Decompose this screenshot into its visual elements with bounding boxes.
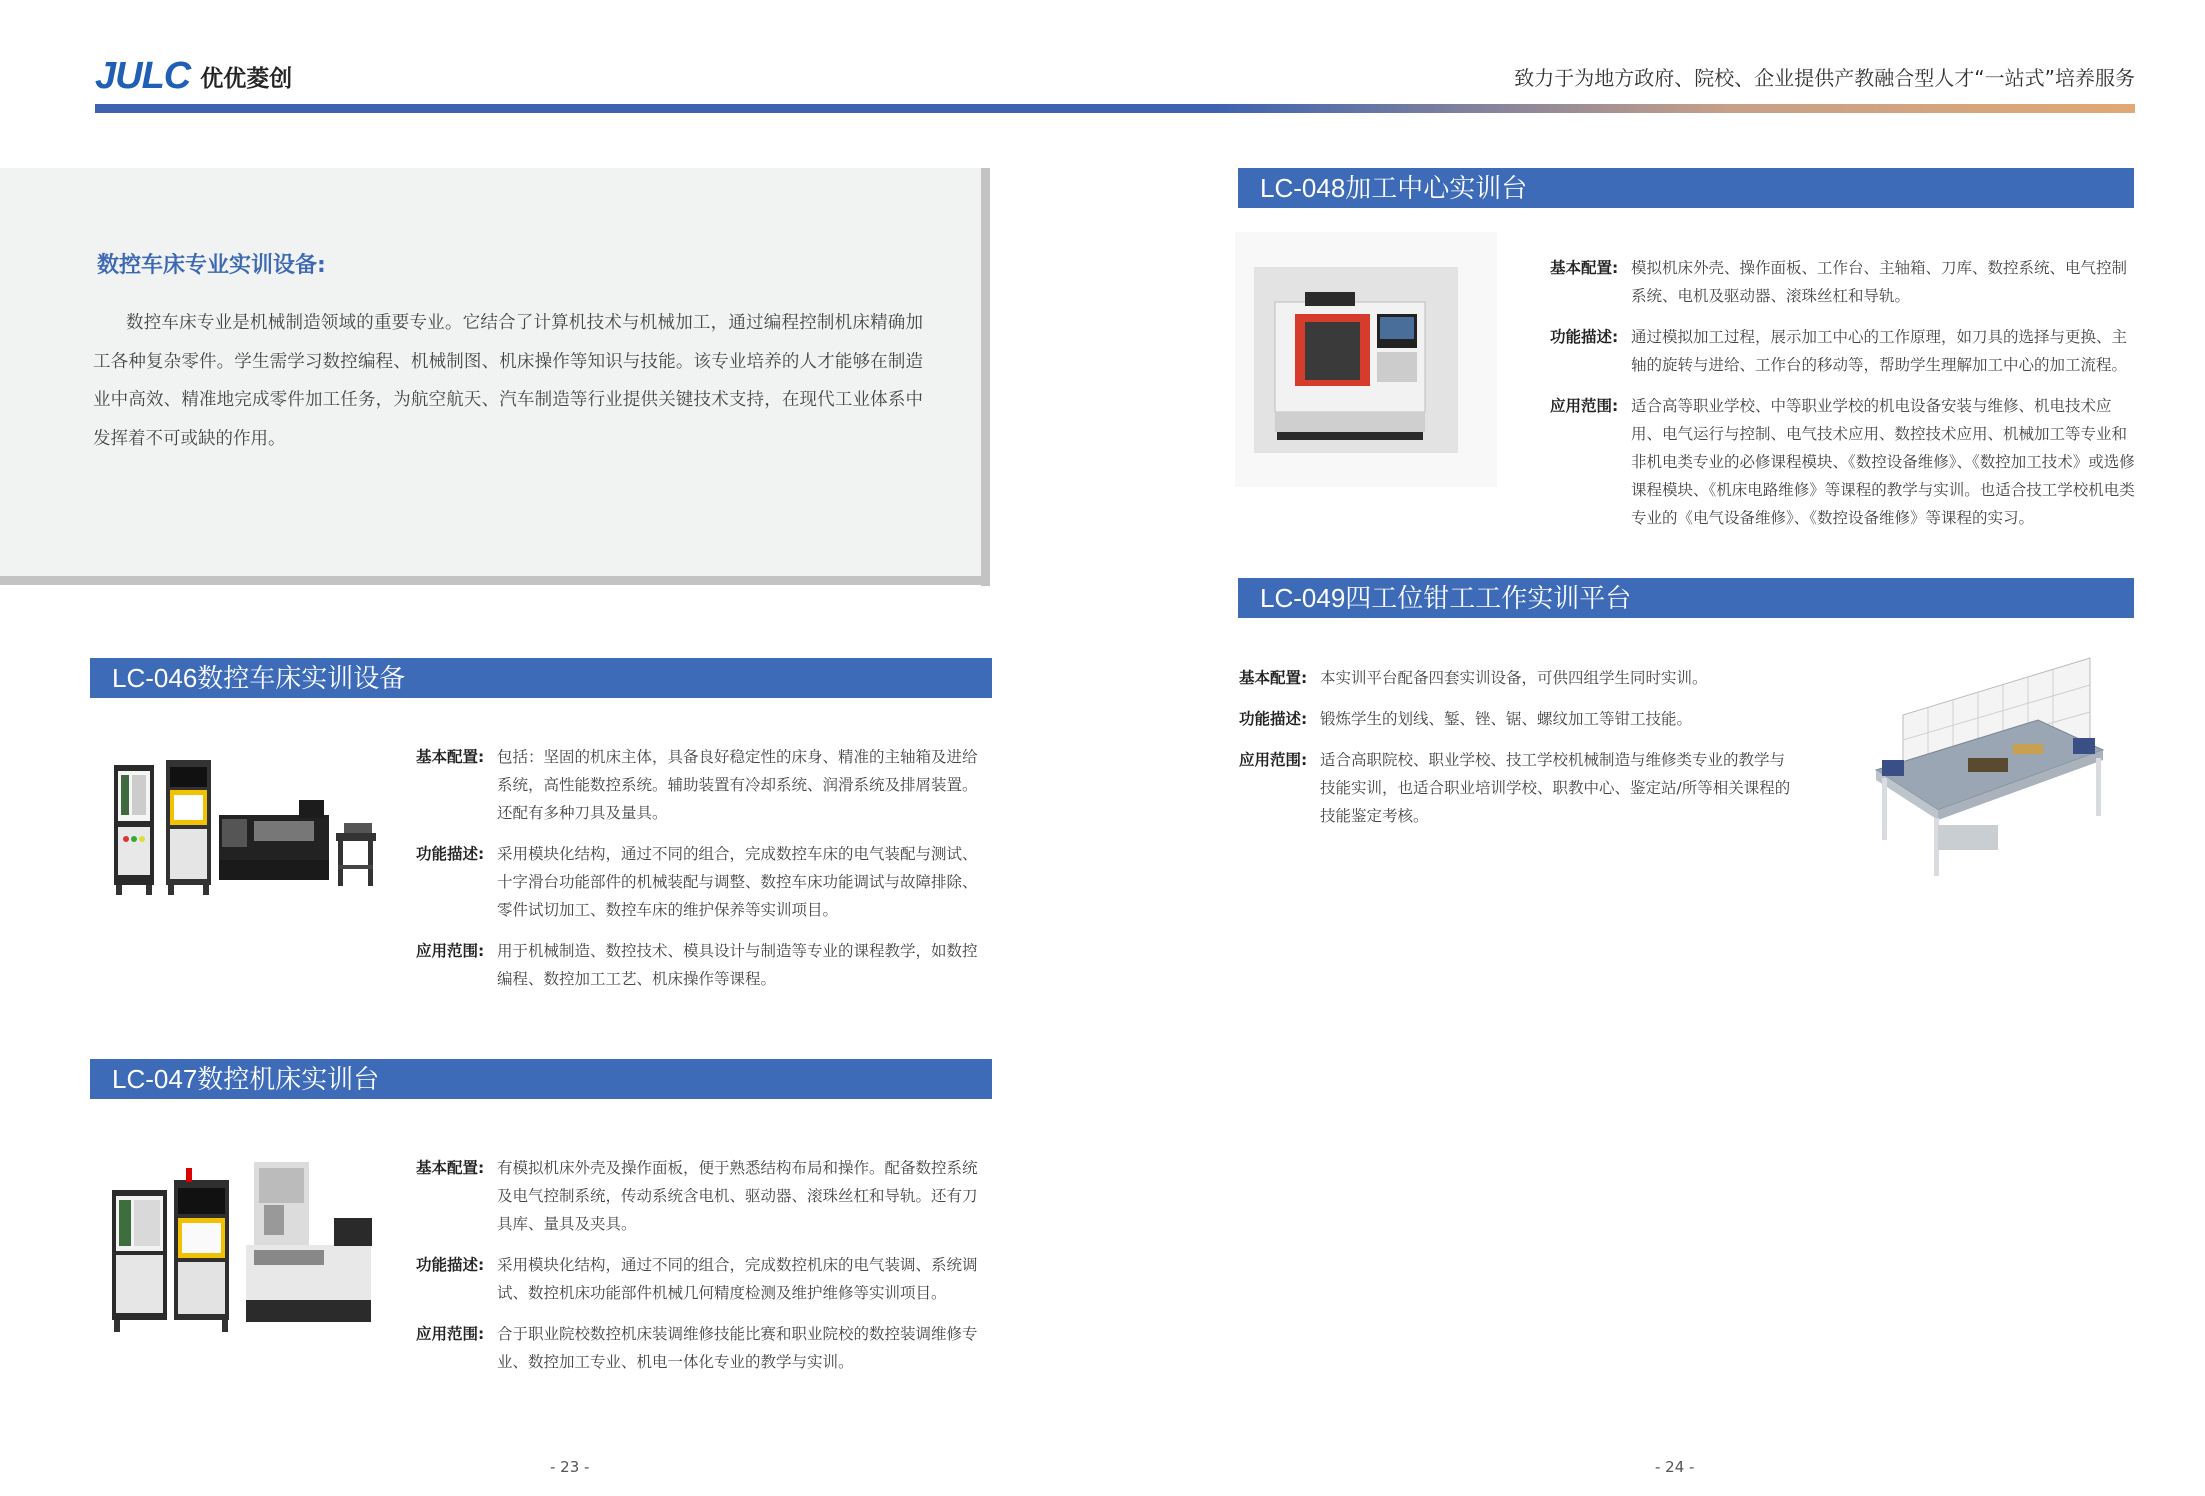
spec-lc048 <box>1550 254 2140 545</box>
section-header-lc046: LC-046数控车床实训设备 <box>90 658 992 698</box>
page-number-right: - 24 - <box>1655 1458 1695 1476</box>
intro-panel-shadow <box>0 576 990 585</box>
spec-label: 功能描述: <box>1239 710 1308 728</box>
spec-row-scope <box>416 937 990 993</box>
spec-row-basic <box>416 743 990 827</box>
section-header-lc049: LC-049四工位钳工工作实训平台 <box>1238 578 2134 618</box>
spec-text: 模拟机床外壳、操作面板、工作台、主轴箱、刀库、数控系统、电气控制系统、电机及驱动器、滚珠丝杠和导轨。 <box>1631 259 2128 305</box>
spec-lc046 <box>416 743 990 1006</box>
spec-label: 功能描述: <box>416 845 485 863</box>
spec-row-scope <box>1550 392 2140 532</box>
spec-text: 本实训平台配备四套实训设备，可供四组学生同时实训。 <box>1320 669 1708 687</box>
intro-body: 数控车床专业是机械制造领域的重要专业。它结合了计算机技术与机械加工，通过编程控制机床精确加工各种复杂零件。学生需学习数控编程、机械制图、机床操作等知识与技能。该专业培养的人才能够在制造业中高效、精准地完成零件加工任务，为航空航天、汽车制造等行业提供关键技术支持，在现代工业体系中发挥着不可或缺的作用。 <box>93 313 923 449</box>
spec-label: 基本配置: <box>416 748 485 766</box>
fitter-workbench-image <box>1868 650 2110 880</box>
spec-text: 适合高等职业学校、中等职业学校的机电设备安装与维修、机电技术应用、电气运行与控制、电气技术应用、数控技术应用、机械加工等专业和非机电类专业的必修课程模块、《数控设备维修》、《数控加工技术》或选修课程模块、《机床电路维修》等课程的教学与实训。也适合技工学校机电类专业的《电气设备维修》、《数控设备维修》等课程的实习。 <box>1631 397 2135 527</box>
spec-label: 应用范围: <box>416 942 485 960</box>
spec-lc047 <box>416 1154 990 1389</box>
spec-text: 适合高职院校、职业学校、技工学校机械制造与维修类专业的教学与技能实训，也适合职业培训学校、职教中心、鉴定站/所等相关课程的技能鉴定考核。 <box>1320 751 1791 825</box>
intro-title: 数控车床专业实训设备: <box>97 253 326 278</box>
header-divider <box>95 104 2135 113</box>
spec-row-function <box>1550 323 2140 379</box>
spec-text: 合于职业院校数控机床装调维修技能比赛和职业院校的数控装调维修专业、数控加工专业、机电一体化专业的教学与实训。 <box>497 1325 978 1371</box>
spec-lc049 <box>1239 664 1799 843</box>
spec-row-basic <box>1239 664 1799 692</box>
logo-text: 优优菱创 <box>200 65 293 92</box>
logo-mark: JULC <box>95 54 191 97</box>
page-number-left: - 23 - <box>550 1458 590 1476</box>
cnc-machine-trainer-image <box>104 1150 384 1340</box>
spec-row-basic <box>1550 254 2140 310</box>
spec-text: 锻炼学生的划线、錾、锉、锯、螺纹加工等钳工技能。 <box>1320 710 1693 728</box>
spec-label: 功能描述: <box>416 1256 485 1274</box>
machining-center-image <box>1235 232 1497 487</box>
spec-text: 有模拟机床外壳及操作面板，便于熟悉结构布局和操作。配备数控系统及电气控制系统，传动系统含电机、驱动器、滚珠丝杠和导轨。还有刀具库、量具及夹具。 <box>497 1159 978 1233</box>
spec-label: 基本配置: <box>416 1159 485 1177</box>
spec-row-function <box>416 1251 990 1307</box>
lathe-trainer-image <box>104 745 384 905</box>
spec-text: 采用模块化结构，通过不同的组合，完成数控机床的电气装调、系统调试、数控机床功能部件机械几何精度检测及维护维修等实训项目。 <box>497 1256 978 1302</box>
spec-text: 通过模拟加工过程，展示加工中心的工作原理，如刀具的选择与更换、主轴的旋转与进给、工作台的移动等，帮助学生理解加工中心的加工流程。 <box>1631 328 2128 374</box>
spec-label: 应用范围: <box>1239 751 1308 769</box>
spec-label: 应用范围: <box>416 1325 485 1343</box>
spec-label: 基本配置: <box>1550 259 1619 277</box>
spec-text: 用于机械制造、数控技术、模具设计与制造等专业的课程教学，如数控编程、数控加工工艺、机床操作等课程。 <box>497 942 978 988</box>
spec-row-function <box>416 840 990 924</box>
spec-label: 功能描述: <box>1550 328 1619 346</box>
section-header-lc048: LC-048加工中心实训台 <box>1238 168 2134 208</box>
spec-label: 应用范围: <box>1550 397 1619 415</box>
spec-text: 采用模块化结构，通过不同的组合，完成数控车床的电气装配与测试、十字滑台功能部件的机械装配与调整、数控车床功能调试与故障排除、零件试切加工、数控车床的维护保养等实训项目。 <box>497 845 978 919</box>
spec-row-scope <box>416 1320 990 1376</box>
section-header-lc047: LC-047数控机床实训台 <box>90 1059 992 1099</box>
spec-row-function <box>1239 705 1799 733</box>
header-tagline: 致力于为地方政府、院校、企业提供产教融合型人才“一站式”培养服务 <box>1514 66 2135 90</box>
spec-text: 包括：坚固的机床主体，具备良好稳定性的床身、精准的主轴箱及进给系统，高性能数控系统。辅助装置有冷却系统、润滑系统及排屑装置。还配有多种刀具及量具。 <box>497 748 978 822</box>
company-logo <box>95 54 293 97</box>
spec-row-scope <box>1239 746 1799 830</box>
spec-row-basic <box>416 1154 990 1238</box>
intro-panel-shadow <box>981 168 990 586</box>
spec-label: 基本配置: <box>1239 669 1308 687</box>
